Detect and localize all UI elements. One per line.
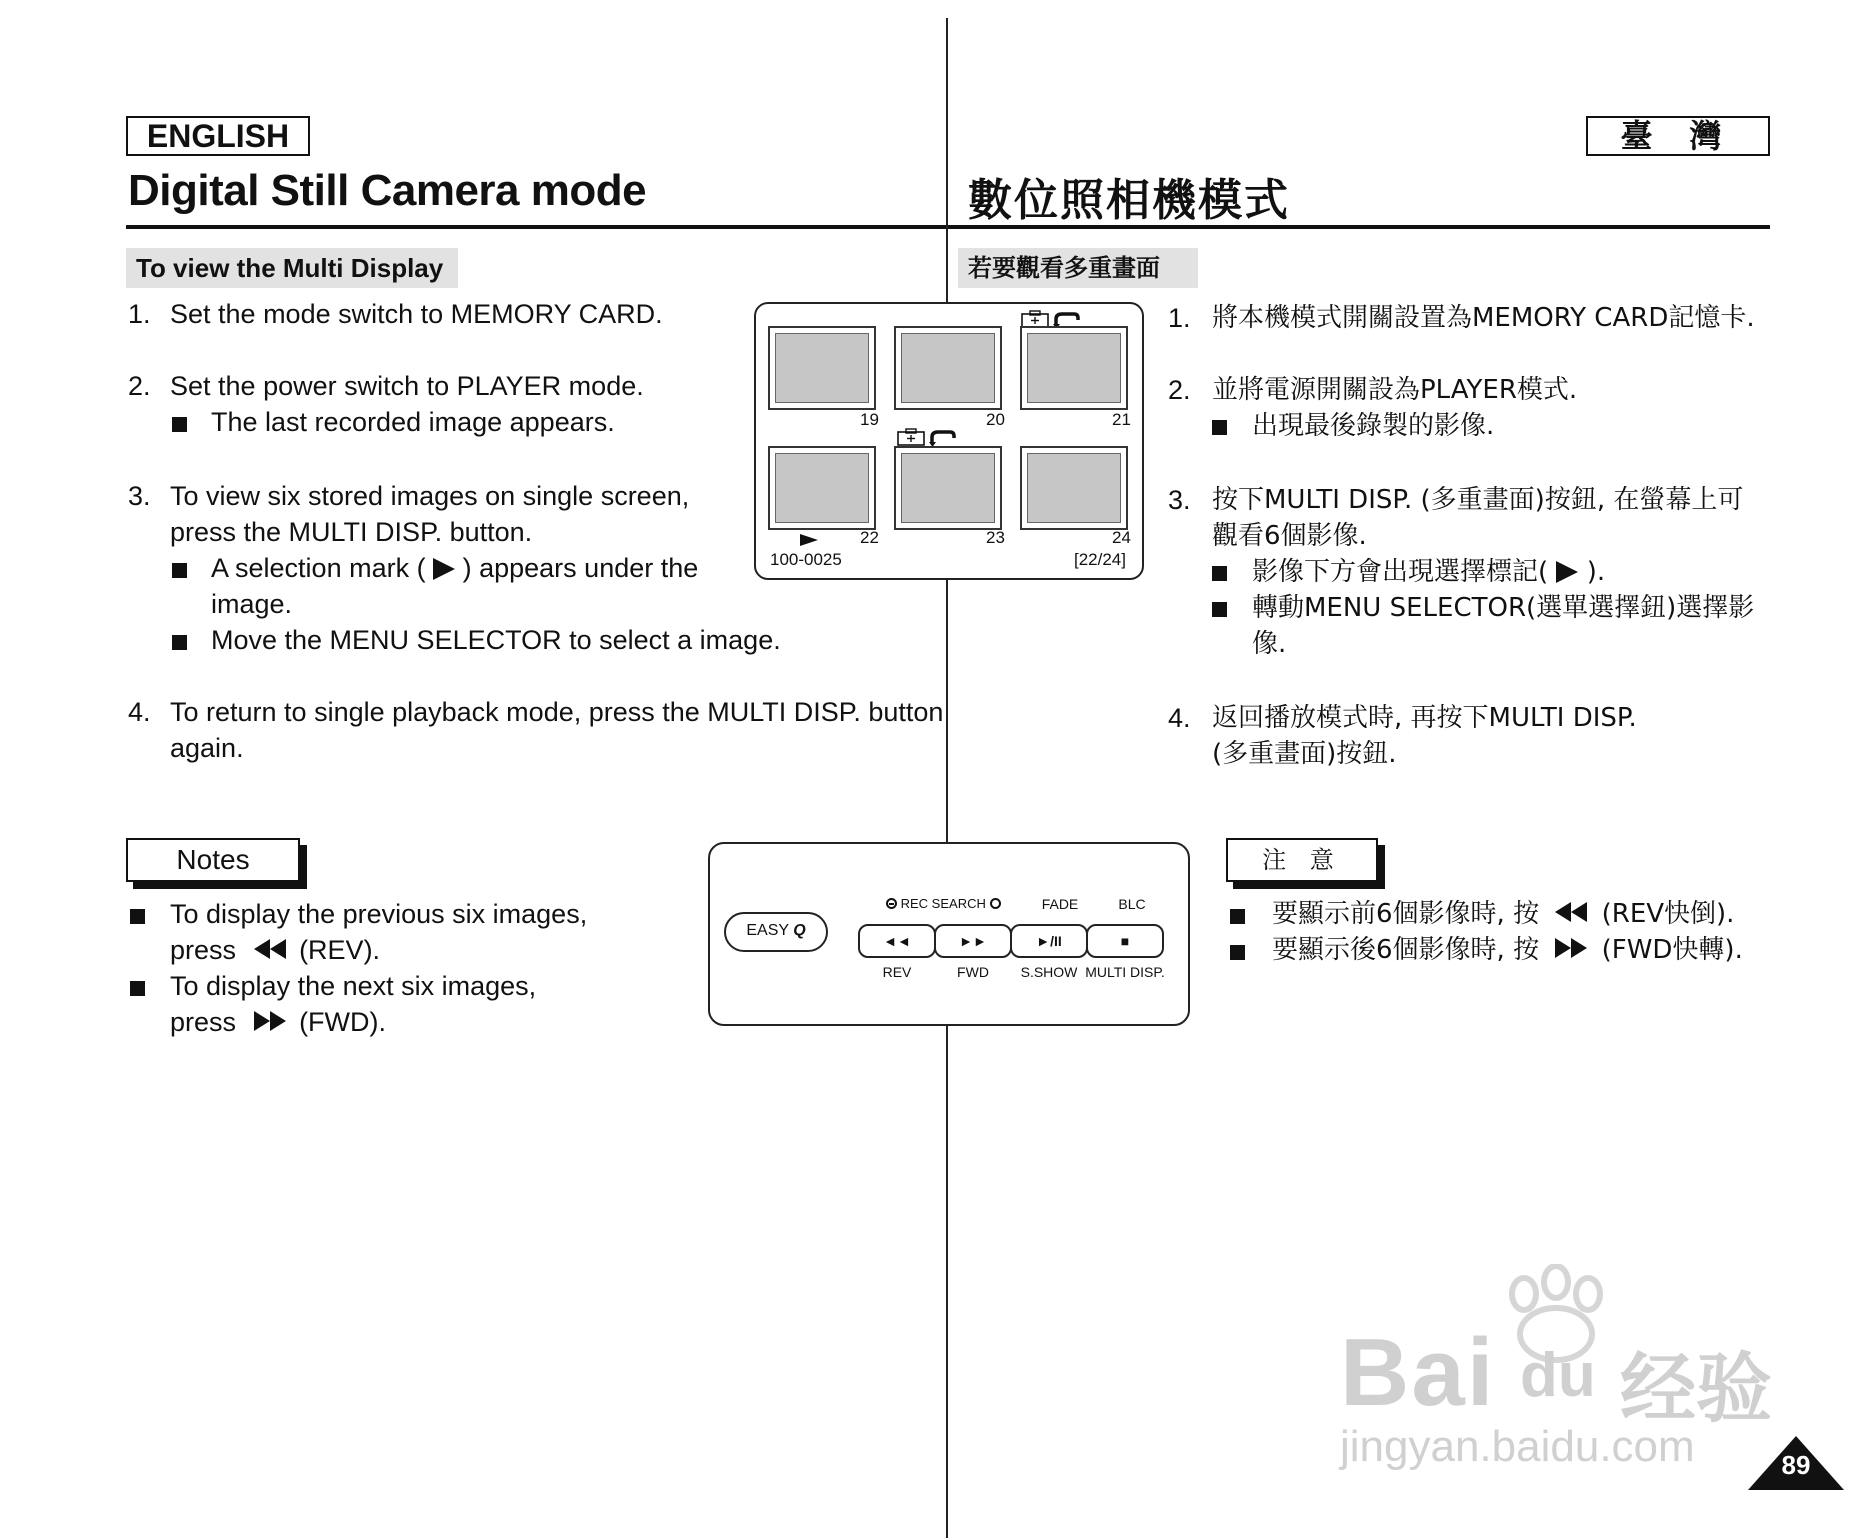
section-title-chinese: 若要觀看多重畫面	[958, 248, 1198, 288]
step-number: 2.	[128, 371, 151, 401]
step-text: Set the power switch to PLAYER mode.	[170, 371, 644, 401]
bullet-square	[172, 417, 187, 432]
step-text: To view six stored images on single screen,	[170, 481, 690, 511]
fwd-label: FWD	[957, 964, 989, 980]
blc-label: BLC	[1118, 896, 1146, 912]
note-text-part: press	[170, 1007, 237, 1037]
s-show-label: S.SHOW	[1020, 964, 1078, 980]
easy-q-icon: Q	[793, 922, 806, 939]
thumbnail-number: 24	[1112, 528, 1131, 547]
step-bullet-text	[211, 550, 698, 586]
bullet-square	[130, 981, 145, 996]
step-bullet-text: image.	[211, 589, 293, 619]
thumbnail-number: 20	[986, 410, 1005, 429]
watermark-du: du	[1520, 1341, 1596, 1410]
step-text: 觀看6個影像.	[1212, 521, 1367, 551]
step-number: 4.	[128, 697, 151, 727]
step-text: press the MULTI DISP. button.	[170, 517, 533, 547]
multi-disp-button: ■	[1086, 924, 1164, 958]
note-text: To display the previous six images,	[170, 899, 588, 929]
step-text: To return to single playback mode, press the MULTI DISP. button	[170, 697, 944, 727]
note-text	[170, 1004, 386, 1040]
button-panel-diagram	[708, 842, 1190, 1026]
selection-mark-icon	[1556, 561, 1578, 583]
fast-forward-icon	[252, 1009, 290, 1033]
step-number: 1.	[1168, 303, 1191, 333]
bullet-square	[1230, 909, 1245, 924]
step-text: Set the mode switch to MEMORY CARD.	[170, 299, 663, 329]
rev-button: ◄◄	[858, 924, 936, 958]
multi-disp-label: MULTI DISP.	[1085, 964, 1165, 980]
thumbnail-number: 22	[860, 528, 879, 547]
step-bullet-text	[1252, 554, 1605, 590]
step-number: 3.	[128, 481, 151, 511]
notes-label: Notes	[126, 838, 300, 882]
note-text-part: 要顯示前6個影像時, 按	[1272, 899, 1540, 929]
step-text: (多重畫面)按鈕.	[1212, 739, 1397, 769]
thumbnail	[1020, 326, 1128, 410]
rec-search-text: REC SEARCH	[900, 896, 986, 911]
fade-label: FADE	[1041, 896, 1079, 912]
easy-q-button	[724, 912, 828, 952]
file-number: 100-0025	[770, 550, 842, 569]
title-rule-right	[948, 225, 1770, 229]
notes-label-chinese: 注 意	[1226, 838, 1378, 882]
note-text	[1272, 932, 1743, 968]
step-number: 2.	[1168, 375, 1191, 405]
slide-show-button: ►/II	[1010, 924, 1088, 958]
fwd-button: ►►	[934, 924, 1012, 958]
step-number: 1.	[128, 299, 151, 329]
step-text: again.	[170, 733, 244, 763]
step-text: 返回播放模式時, 再按下MULTI DISP.	[1212, 703, 1637, 733]
thumbnail	[768, 446, 876, 530]
bullet-text-part: A selection mark (	[211, 553, 426, 583]
rev-label: REV	[882, 964, 912, 980]
bullet-square	[1212, 566, 1227, 581]
step-bullet-text: Move the MENU SELECTOR to select a image.	[211, 625, 781, 655]
protect-icon	[896, 428, 958, 448]
lcd-multi-display	[754, 302, 1144, 580]
thumbnail-number: 23	[986, 528, 1005, 547]
page-number: 89	[1781, 1450, 1811, 1480]
language-label-english: ENGLISH	[126, 116, 310, 156]
note-text	[1272, 896, 1734, 932]
image-counter: [22/24]	[1074, 550, 1126, 569]
step-number: 4.	[1168, 703, 1191, 733]
thumbnail-number: 21	[1112, 410, 1131, 429]
step-text: 按下MULTI DISP. (多重畫面)按鈕, 在螢幕上可	[1212, 485, 1744, 515]
thumbnail	[894, 446, 1002, 530]
bullet-square	[1212, 420, 1227, 435]
fast-forward-icon	[1553, 936, 1591, 960]
step-bullet-text: 轉動MENU SELECTOR(選單選擇鈕)選擇影	[1252, 593, 1755, 623]
title-rule-left	[126, 225, 946, 229]
note-text-part: (REV).	[299, 935, 381, 965]
bullet-square	[1212, 602, 1227, 617]
minus-icon	[886, 898, 897, 909]
step-bullet-text: 像.	[1252, 629, 1287, 659]
language-label-taiwan: 臺 灣	[1586, 116, 1770, 156]
page-title-chinese: 數位照相機模式	[968, 176, 1290, 225]
bullet-square	[130, 909, 145, 924]
step-bullet-text: The last recorded image appears.	[211, 407, 615, 437]
note-text-part: 要顯示後6個影像時, 按	[1272, 935, 1540, 965]
step-text: 並將電源開關設為PLAYER模式.	[1212, 375, 1578, 405]
step-bullet-text: 出現最後錄製的影像.	[1252, 411, 1495, 441]
page-title-english: Digital Still Camera mode	[128, 166, 647, 215]
note-text-part: (FWD快轉).	[1601, 935, 1743, 965]
easy-label: EASY	[746, 922, 789, 939]
note-text	[170, 932, 380, 968]
bullet-square	[172, 635, 187, 650]
bullet-square	[172, 563, 187, 578]
watermark-url: jingyan.baidu.com	[1340, 1422, 1695, 1471]
bullet-square	[1230, 945, 1245, 960]
rewind-icon	[252, 937, 290, 961]
step-text: 將本機模式開關設置為MEMORY CARD記憶卡.	[1212, 303, 1755, 333]
selection-mark-icon	[433, 558, 455, 580]
plus-icon	[990, 898, 1001, 909]
thumbnail	[1020, 446, 1128, 530]
section-title-english: To view the Multi Display	[126, 248, 458, 288]
note-text: To display the next six images,	[170, 971, 537, 1001]
rec-search-label	[886, 896, 1001, 911]
thumbnail	[768, 326, 876, 410]
watermark-jingyan: 经验	[1620, 1344, 1772, 1433]
watermark-brand: Bai	[1340, 1319, 1496, 1426]
selection-mark-icon	[798, 532, 820, 548]
note-text-part: (FWD).	[299, 1007, 387, 1037]
rewind-icon	[1553, 900, 1591, 924]
bullet-text-part: ).	[1586, 557, 1606, 587]
bullet-text-part: ) appears under the	[462, 553, 699, 583]
thumbnail	[894, 326, 1002, 410]
note-text-part: (REV快倒).	[1601, 899, 1735, 929]
column-divider	[946, 18, 948, 1538]
step-number: 3.	[1168, 485, 1191, 515]
thumbnail-number: 19	[860, 410, 879, 429]
note-text-part: press	[170, 935, 237, 965]
bullet-text-part: 影像下方會出現選擇標記(	[1252, 557, 1549, 587]
